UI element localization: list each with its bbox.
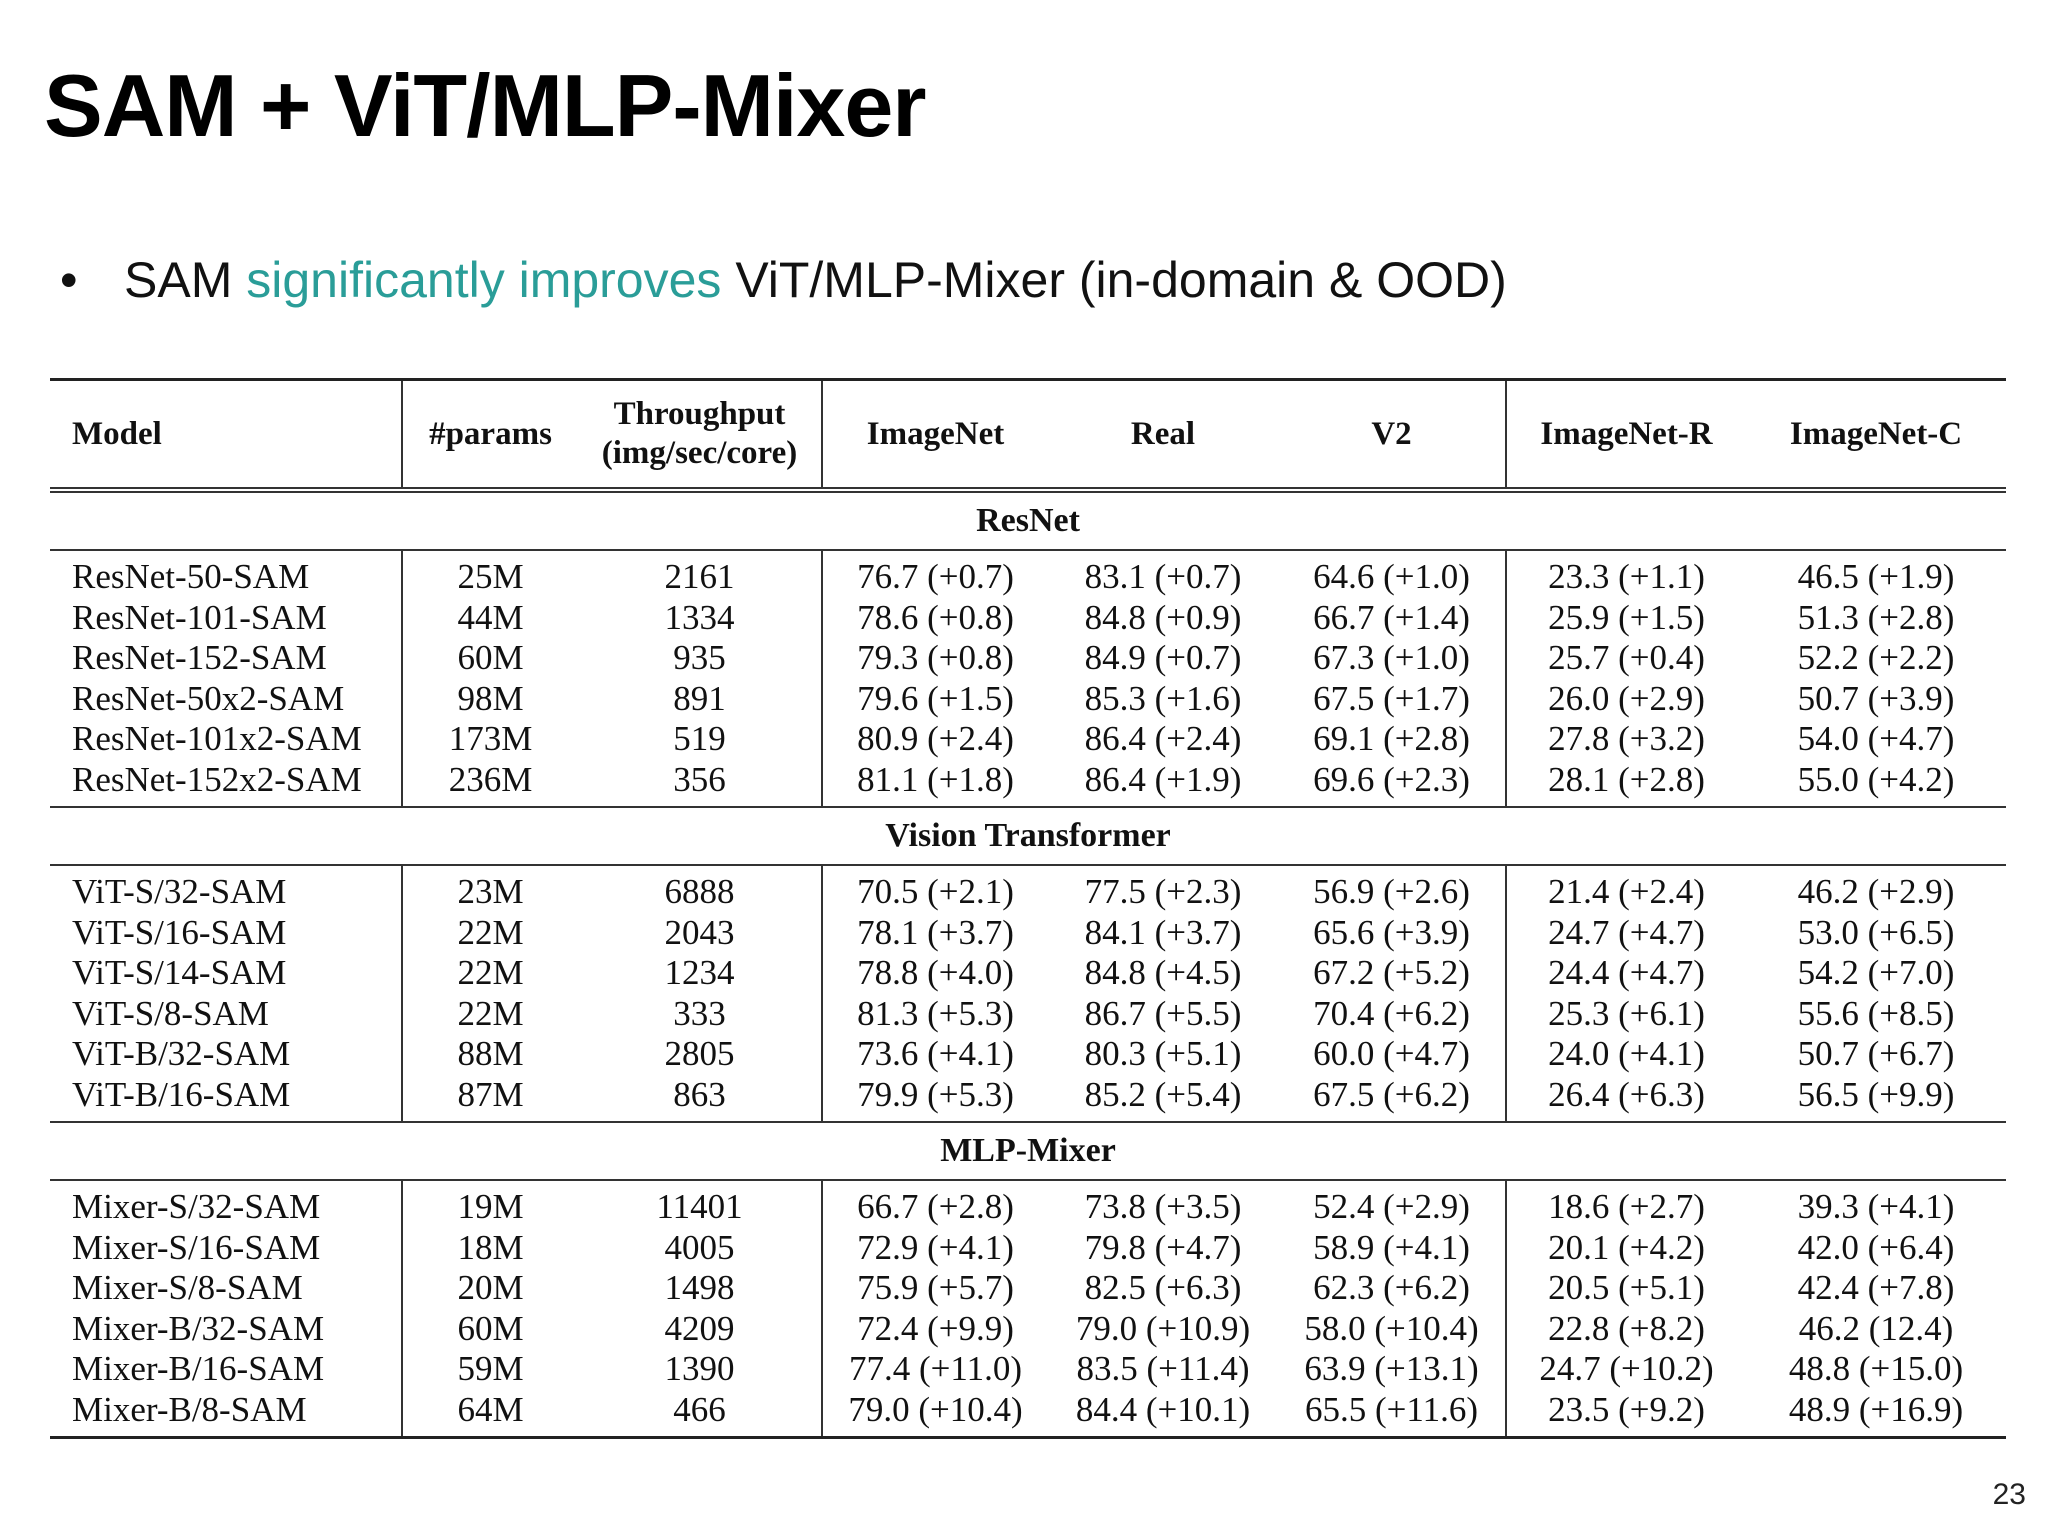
throughput-cell: 519: [578, 719, 822, 760]
params-cell: 19M: [457, 1187, 524, 1226]
v2-cell: 70.4 (+6.2): [1278, 994, 1506, 1035]
imagenet-c-cell: 54.0 (+4.7): [1797, 719, 1955, 758]
throughput-cell: 2161: [578, 557, 822, 598]
imagenet-r-cell: 18.6 (+2.7): [1548, 1187, 1705, 1226]
table-row: [50, 1228, 2006, 1269]
imagenet-c-cell: 51.3 (+2.8): [1797, 597, 1955, 637]
imagenet-r-cell: 25.7 (+0.4): [1548, 638, 1705, 677]
table-row: [50, 913, 2006, 954]
params-cell: 64M: [457, 1389, 524, 1429]
imagenet-cell: 78.1 (+3.7): [857, 912, 1014, 952]
imagenet-c-cell: 42.0 (+6.4): [1797, 1227, 1955, 1267]
spacer-cell: [578, 1180, 822, 1187]
spacer-cell: [1746, 865, 2006, 872]
table-row: [50, 1390, 2006, 1431]
v2-cell: 62.3 (+6.2): [1278, 1268, 1506, 1309]
table-section: [50, 490, 2006, 807]
table-row: [50, 557, 2006, 598]
throughput-cell: 2805: [578, 1034, 822, 1075]
spacer-cell: [50, 865, 402, 872]
imagenet-cell: 76.7 (+0.7): [857, 557, 1014, 596]
imagenet-cell: 79.9 (+5.3): [857, 1074, 1014, 1114]
table-row: [50, 1075, 2006, 1116]
model-cell: ResNet-152-SAM: [50, 638, 402, 679]
spacer-cell: [1278, 1430, 1506, 1438]
table-row: [50, 1349, 2006, 1390]
spacer-cell: [1506, 1430, 1746, 1438]
spacer-cell: [822, 865, 1048, 872]
spacer-cell: [578, 800, 822, 807]
spacer-cell: [1048, 1430, 1278, 1438]
imagenet-c-cell: 48.8 (+15.0): [1788, 1349, 1964, 1388]
bullet-text-post: ViT/MLP-Mixer (in-domain & OOD): [721, 252, 1507, 308]
table-row: [50, 994, 2006, 1035]
model-cell: ViT-B/16-SAM: [50, 1075, 402, 1116]
throughput-cell: 466: [578, 1390, 822, 1431]
header-model: Model: [50, 380, 402, 491]
imagenet-cell: 75.9 (+5.7): [857, 1268, 1014, 1307]
params-cell: 22M: [457, 953, 524, 992]
spacer-cell: [50, 550, 402, 557]
throughput-cell: 4005: [578, 1228, 822, 1269]
header-throughput-line1: Throughput: [613, 396, 786, 433]
spacer-cell: [1048, 865, 1278, 872]
imagenet-cell: 73.6 (+4.1): [857, 1034, 1014, 1073]
imagenet-r-cell: 25.9 (+1.5): [1548, 597, 1705, 637]
table-row: [50, 953, 2006, 994]
model-cell: Mixer-B/16-SAM: [50, 1349, 402, 1390]
spacer-cell: [822, 550, 1048, 557]
slide-title: SAM + ViT/MLP-Mixer: [44, 56, 926, 155]
imagenet-c-cell: 54.2 (+7.0): [1797, 953, 1955, 992]
v2-cell: 52.4 (+2.9): [1278, 1187, 1506, 1228]
spacer-cell: [1278, 1115, 1506, 1122]
table-row: [50, 1034, 2006, 1075]
table-row: [50, 1187, 2006, 1228]
spacer-cell: [1746, 550, 2006, 557]
imagenet-c-cell: 48.9 (+16.9): [1788, 1389, 1964, 1429]
imagenet-r-cell: 23.3 (+1.1): [1548, 557, 1705, 596]
imagenet-c-cell: 42.4 (+7.8): [1797, 1268, 1955, 1307]
section-header-row: [50, 490, 2006, 550]
spacer-cell: [50, 1115, 402, 1122]
v2-cell: 69.1 (+2.8): [1278, 719, 1506, 760]
params-cell: 236M: [448, 759, 533, 799]
spacer-cell: [1746, 1115, 2006, 1122]
v2-cell: 67.5 (+6.2): [1278, 1075, 1506, 1116]
table-row: [50, 679, 2006, 720]
real-cell: 79.0 (+10.9): [1075, 1308, 1251, 1348]
bullet-dot-icon: •: [60, 252, 78, 308]
spacer-cell: [1746, 800, 2006, 807]
throughput-cell: 1390: [578, 1349, 822, 1390]
imagenet-cell: 78.6 (+0.8): [857, 597, 1014, 637]
section-title: ResNet: [50, 490, 2006, 550]
throughput-cell: 2043: [578, 913, 822, 954]
imagenet-c-cell: 50.7 (+6.7): [1797, 1034, 1955, 1073]
model-cell: ViT-S/8-SAM: [50, 994, 402, 1035]
params-cell: 98M: [457, 678, 524, 718]
spacer-cell: [822, 1430, 1048, 1438]
table-row: [50, 638, 2006, 679]
params-cell: 25M: [457, 557, 524, 596]
params-cell: 22M: [457, 993, 524, 1033]
throughput-cell: 4209: [578, 1309, 822, 1350]
imagenet-r-cell: 23.5 (+9.2): [1548, 1389, 1705, 1429]
spacer-row: [50, 1115, 2006, 1122]
model-cell: Mixer-B/8-SAM: [50, 1390, 402, 1431]
imagenet-r-cell: 26.4 (+6.3): [1548, 1074, 1705, 1114]
params-cell: 22M: [457, 912, 524, 952]
bullet-point: [60, 250, 1507, 310]
imagenet-r-cell: 22.8 (+8.2): [1548, 1308, 1705, 1348]
spacer-cell: [578, 1115, 822, 1122]
v2-cell: 58.0 (+10.4): [1278, 1309, 1506, 1350]
imagenet-c-cell: 55.0 (+4.2): [1797, 759, 1955, 799]
section-title: MLP-Mixer: [50, 1122, 2006, 1180]
header-throughput-line2: (img/sec/core): [601, 435, 798, 471]
spacer-cell: [1506, 1180, 1746, 1187]
throughput-cell: 356: [578, 760, 822, 801]
real-cell: 77.5 (+2.3): [1084, 872, 1242, 911]
params-cell: 59M: [457, 1349, 524, 1388]
imagenet-r-cell: 20.5 (+5.1): [1548, 1268, 1705, 1307]
spacer-cell: [578, 865, 822, 872]
throughput-cell: 1234: [578, 953, 822, 994]
params-cell: 18M: [457, 1227, 524, 1267]
imagenet-c-cell: 55.6 (+8.5): [1797, 993, 1955, 1033]
section-header-row: [50, 1122, 2006, 1180]
bullet-text-pre: SAM: [124, 252, 247, 308]
spacer-cell: [822, 800, 1048, 807]
imagenet-c-cell: 53.0 (+6.5): [1797, 912, 1955, 952]
params-cell: 88M: [457, 1034, 524, 1073]
spacer-cell: [402, 800, 578, 807]
header-real: Real: [1048, 380, 1278, 491]
params-cell: 20M: [457, 1268, 524, 1307]
params-cell: 23M: [457, 872, 524, 911]
spacer-cell: [50, 800, 402, 807]
page-number: 23: [1992, 1478, 2026, 1511]
model-cell: ResNet-101-SAM: [50, 598, 402, 639]
spacer-cell: [1746, 1180, 2006, 1187]
v2-cell: 64.6 (+1.0): [1278, 557, 1506, 598]
v2-cell: 58.9 (+4.1): [1278, 1228, 1506, 1269]
table-row: [50, 598, 2006, 639]
spacer-cell: [1048, 550, 1278, 557]
real-cell: 84.8 (+4.5): [1084, 953, 1242, 992]
params-cell: 87M: [457, 1074, 524, 1114]
real-cell: 83.1 (+0.7): [1084, 557, 1242, 596]
model-cell: ViT-S/14-SAM: [50, 953, 402, 994]
throughput-cell: 1498: [578, 1268, 822, 1309]
real-cell: 84.1 (+3.7): [1084, 912, 1242, 952]
spacer-cell: [402, 1180, 578, 1187]
spacer-cell: [402, 550, 578, 557]
imagenet-r-cell: 24.7 (+10.2): [1539, 1349, 1714, 1388]
imagenet-cell: 72.9 (+4.1): [857, 1227, 1014, 1267]
model-cell: ViT-S/16-SAM: [50, 913, 402, 954]
results-table: [50, 378, 2006, 1439]
spacer-cell: [578, 550, 822, 557]
imagenet-c-cell: 46.5 (+1.9): [1797, 557, 1955, 596]
header-imagenet-r: ImageNet-R: [1506, 380, 1746, 491]
imagenet-cell: 79.0 (+10.4): [848, 1389, 1023, 1429]
spacer-row: [50, 1180, 2006, 1187]
imagenet-c-cell: 52.2 (+2.2): [1797, 638, 1955, 677]
real-cell: 84.9 (+0.7): [1084, 638, 1242, 677]
throughput-cell: 863: [578, 1075, 822, 1116]
params-cell: 173M: [448, 719, 533, 758]
imagenet-cell: 79.3 (+0.8): [857, 638, 1014, 677]
spacer-cell: [1048, 800, 1278, 807]
model-cell: Mixer-S/32-SAM: [50, 1187, 402, 1228]
spacer-cell: [1278, 865, 1506, 872]
imagenet-r-cell: 28.1 (+2.8): [1548, 759, 1705, 799]
real-cell: 84.4 (+10.1): [1075, 1389, 1251, 1429]
imagenet-cell: 79.6 (+1.5): [857, 678, 1014, 718]
spacer-cell: [1278, 800, 1506, 807]
v2-cell: 63.9 (+13.1): [1278, 1349, 1506, 1390]
table-section: [50, 807, 2006, 1122]
imagenet-cell: 70.5 (+2.1): [857, 872, 1014, 911]
table-row: [50, 760, 2006, 801]
model-cell: ResNet-50-SAM: [50, 557, 402, 598]
v2-cell: 67.3 (+1.0): [1278, 638, 1506, 679]
header-throughput: [578, 380, 822, 491]
table-header-row: [50, 380, 2006, 491]
throughput-cell: 333: [578, 994, 822, 1035]
table-section: [50, 1122, 2006, 1438]
real-cell: 83.5 (+11.4): [1076, 1349, 1250, 1388]
spacer-cell: [402, 1430, 578, 1438]
spacer-cell: [402, 865, 578, 872]
spacer-cell: [1506, 550, 1746, 557]
spacer-row: [50, 1430, 2006, 1438]
table-row: [50, 872, 2006, 913]
bullet-text-highlight: significantly improves: [246, 252, 722, 308]
imagenet-r-cell: 26.0 (+2.9): [1548, 678, 1705, 718]
imagenet-r-cell: 25.3 (+6.1): [1548, 993, 1705, 1033]
v2-cell: 56.9 (+2.6): [1278, 872, 1506, 913]
real-cell: 80.3 (+5.1): [1084, 1034, 1242, 1073]
params-cell: 44M: [457, 597, 524, 637]
imagenet-r-cell: 20.1 (+4.2): [1548, 1227, 1705, 1267]
spacer-cell: [1506, 800, 1746, 807]
throughput-cell: 11401: [578, 1187, 822, 1228]
header-v2: V2: [1278, 380, 1506, 491]
real-cell: 84.8 (+0.9): [1084, 597, 1242, 637]
v2-cell: 65.5 (+11.6): [1278, 1390, 1506, 1431]
spacer-cell: [1278, 1180, 1506, 1187]
imagenet-cell: 77.4 (+11.0): [848, 1349, 1022, 1388]
spacer-cell: [1278, 550, 1506, 557]
throughput-cell: 891: [578, 679, 822, 720]
imagenet-r-cell: 24.0 (+4.1): [1548, 1034, 1705, 1073]
throughput-cell: 6888: [578, 872, 822, 913]
section-title: Vision Transformer: [50, 807, 2006, 865]
v2-cell: 65.6 (+3.9): [1278, 913, 1506, 954]
header-params: #params: [402, 380, 578, 491]
imagenet-cell: 81.3 (+5.3): [857, 993, 1014, 1033]
spacer-cell: [822, 1180, 1048, 1187]
model-cell: ResNet-50x2-SAM: [50, 679, 402, 720]
imagenet-c-cell: 56.5 (+9.9): [1797, 1074, 1955, 1114]
spacer-cell: [822, 1115, 1048, 1122]
imagenet-c-cell: 39.3 (+4.1): [1797, 1187, 1955, 1226]
throughput-cell: 1334: [578, 598, 822, 639]
imagenet-cell: 72.4 (+9.9): [857, 1308, 1014, 1348]
imagenet-cell: 78.8 (+4.0): [857, 953, 1014, 992]
spacer-row: [50, 550, 2006, 557]
v2-cell: 67.5 (+1.7): [1278, 679, 1506, 720]
real-cell: 86.4 (+1.9): [1084, 759, 1242, 799]
model-cell: ViT-B/32-SAM: [50, 1034, 402, 1075]
model-cell: Mixer-B/32-SAM: [50, 1309, 402, 1350]
imagenet-r-cell: 27.8 (+3.2): [1548, 719, 1705, 758]
spacer-cell: [50, 1180, 402, 1187]
spacer-row: [50, 865, 2006, 872]
spacer-cell: [1048, 1115, 1278, 1122]
spacer-cell: [50, 1430, 402, 1438]
table-row: [50, 719, 2006, 760]
header-imagenet: ImageNet: [822, 380, 1048, 491]
imagenet-r-cell: 21.4 (+2.4): [1548, 872, 1705, 911]
spacer-row: [50, 800, 2006, 807]
real-cell: 86.4 (+2.4): [1084, 719, 1242, 758]
real-cell: 73.8 (+3.5): [1084, 1187, 1242, 1226]
section-header-row: [50, 807, 2006, 865]
real-cell: 85.2 (+5.4): [1084, 1074, 1242, 1114]
real-cell: 86.7 (+5.5): [1084, 993, 1242, 1033]
spacer-cell: [1048, 1180, 1278, 1187]
params-cell: 60M: [457, 1308, 524, 1348]
imagenet-c-cell: 46.2 (+2.9): [1797, 872, 1955, 911]
params-cell: 60M: [457, 638, 524, 677]
imagenet-cell: 66.7 (+2.8): [857, 1187, 1014, 1226]
spacer-cell: [1506, 865, 1746, 872]
real-cell: 82.5 (+6.3): [1084, 1268, 1242, 1307]
imagenet-cell: 80.9 (+2.4): [857, 719, 1014, 758]
real-cell: 79.8 (+4.7): [1084, 1227, 1242, 1267]
imagenet-r-cell: 24.4 (+4.7): [1548, 953, 1705, 992]
model-cell: ResNet-101x2-SAM: [50, 719, 402, 760]
spacer-cell: [402, 1115, 578, 1122]
throughput-cell: 935: [578, 638, 822, 679]
spacer-cell: [1746, 1430, 2006, 1438]
v2-cell: 69.6 (+2.3): [1278, 760, 1506, 801]
imagenet-c-cell: 46.2 (12.4): [1798, 1308, 1954, 1348]
imagenet-r-cell: 24.7 (+4.7): [1548, 912, 1705, 952]
imagenet-cell: 81.1 (+1.8): [857, 759, 1014, 799]
table-row: [50, 1309, 2006, 1350]
imagenet-c-cell: 50.7 (+3.9): [1797, 678, 1955, 718]
spacer-cell: [578, 1430, 822, 1438]
v2-cell: 67.2 (+5.2): [1278, 953, 1506, 994]
model-cell: ViT-S/32-SAM: [50, 872, 402, 913]
table-row: [50, 1268, 2006, 1309]
model-cell: ResNet-152x2-SAM: [50, 760, 402, 801]
real-cell: 85.3 (+1.6): [1084, 678, 1242, 718]
header-imagenet-c: ImageNet-C: [1746, 380, 2006, 491]
model-cell: Mixer-S/16-SAM: [50, 1228, 402, 1269]
model-cell: Mixer-S/8-SAM: [50, 1268, 402, 1309]
v2-cell: 60.0 (+4.7): [1278, 1034, 1506, 1075]
v2-cell: 66.7 (+1.4): [1278, 598, 1506, 639]
spacer-cell: [1506, 1115, 1746, 1122]
